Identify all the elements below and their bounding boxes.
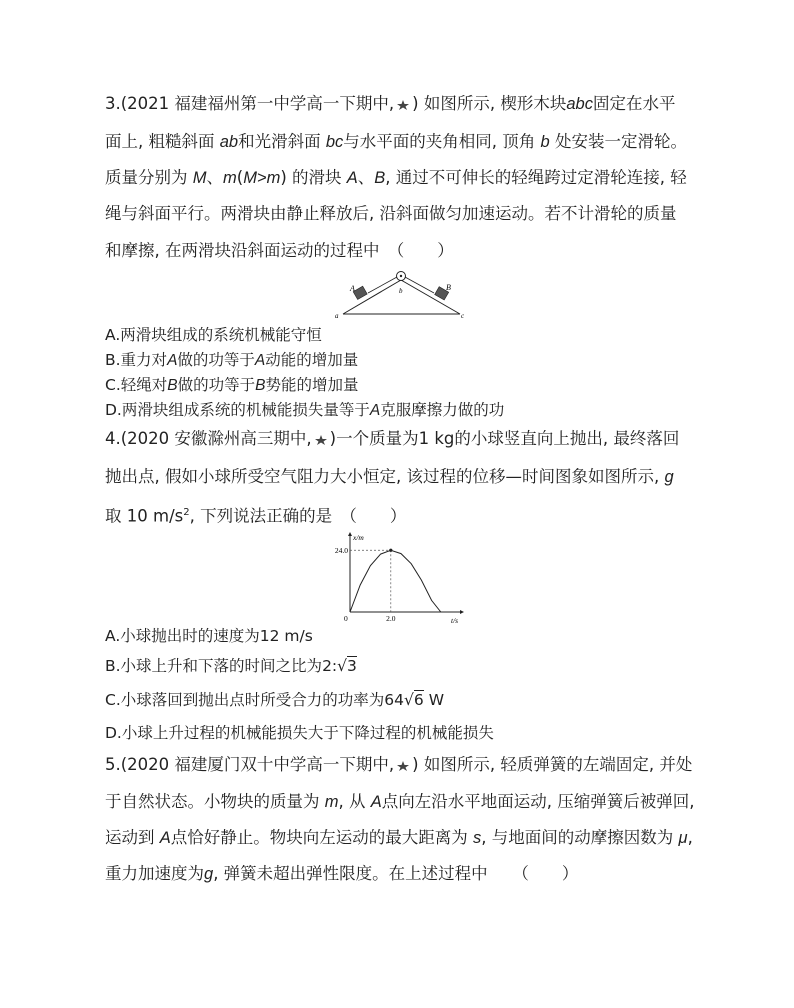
q3-sym-A: A xyxy=(346,169,358,187)
q4-line-2 xyxy=(105,466,674,488)
q3-option-c-text: 势能的增加量 xyxy=(265,376,359,394)
q3-sym-A: A xyxy=(369,402,381,419)
q4-text: 的小球竖直向上抛出, 最终落回 xyxy=(454,429,680,448)
q3-line-3 xyxy=(105,167,687,189)
q4-number: 4. xyxy=(105,429,121,448)
q5-sym-s: s xyxy=(473,829,482,847)
q3-line-1 xyxy=(105,93,675,115)
label-a: a xyxy=(335,312,339,320)
q5-text: 重力加速度为 xyxy=(105,864,204,883)
q3-sym-B: B xyxy=(374,169,386,187)
q3-sym-bc: bc xyxy=(325,133,344,151)
q5-line-2 xyxy=(105,791,695,813)
q3-text: 、 xyxy=(206,168,223,187)
q3-line-4 xyxy=(105,203,677,225)
sqrt-sign: √ xyxy=(337,657,348,675)
difficulty-star-icon xyxy=(394,760,412,772)
q5-text: , 弹簧未超出弹性限度。在上述过程中 （ ） xyxy=(213,864,579,883)
q5-line-3 xyxy=(105,827,693,849)
q4-option-b-radicand: 3 xyxy=(347,657,357,675)
q3-text: 通过不可伸长的轻绳跨过定滑轮连接, 轻 xyxy=(395,168,687,187)
q3-option-b-text: B.重力对 xyxy=(105,351,168,369)
wedge-pulley-figure xyxy=(335,268,475,320)
q3-text: 处安装一定滑轮。 xyxy=(554,132,687,151)
difficulty-star-icon xyxy=(312,434,330,446)
q5-line-1 xyxy=(105,754,692,776)
q3-option-c-text: C.轻绳对 xyxy=(105,376,168,394)
q4-option-c-radicand: 6 xyxy=(413,691,424,709)
q5-line-4 xyxy=(105,863,578,885)
q3-sym-Mm: M>m xyxy=(243,169,281,187)
q4-option-c-unit: W xyxy=(423,691,445,709)
q4-text: , 下列说法正确的是 （ ） xyxy=(189,506,407,526)
y-axis-label: x/m xyxy=(353,533,364,542)
q3-sym-A: A xyxy=(167,352,178,369)
q4-gexp: 2 xyxy=(183,507,190,518)
q3-text: ) 的滑块 xyxy=(280,168,342,187)
y-axis-arrow xyxy=(348,532,352,536)
q5-text: , xyxy=(687,828,693,847)
q3-sym-abc: abc xyxy=(566,95,593,113)
q4-option-C xyxy=(105,690,444,710)
q4-text: 取 xyxy=(105,506,122,526)
q3-sym-B: B xyxy=(167,377,178,394)
q3-text: 和光滑斜面 xyxy=(238,132,321,151)
q3-text: ( xyxy=(236,168,244,187)
q5-source: (2020 福建厦门双十中学高一下期中, xyxy=(120,755,395,774)
q3-sym-m: m xyxy=(223,169,237,187)
q3-text: 固定在水平 xyxy=(592,94,676,113)
q3-text: 与水平面的夹角相同, 顶角 xyxy=(343,132,536,151)
q4-source: (2020 安徽滁州高三期中, xyxy=(120,429,312,448)
difficulty-star-icon xyxy=(394,99,412,111)
label-b: b xyxy=(399,287,403,295)
q4-line-3 xyxy=(105,502,406,528)
q4-text: )一个质量为 xyxy=(329,429,419,448)
q4-mass: 1 kg xyxy=(418,429,455,448)
q5-sym-mu: μ xyxy=(678,829,688,847)
q3-sym-B: B xyxy=(255,377,266,394)
q3-text: 、 xyxy=(357,168,375,187)
q5-text: 运动到 xyxy=(105,828,155,847)
x-tick-label: 2.0 xyxy=(386,614,396,623)
sqrt-sign: √ xyxy=(404,691,414,709)
q4-option-A xyxy=(105,626,313,646)
series-line xyxy=(350,550,441,612)
q3-option-d-text: D.两滑块组成系统的机械能损失量等于 xyxy=(105,401,370,419)
q4-option-a-text: A.小球抛出时的速度为 xyxy=(105,627,260,645)
q5-sym-A: A xyxy=(370,793,382,811)
q3-text: 质量分别为 xyxy=(105,168,188,187)
q5-text: 于自然状态。小物块的质量为 xyxy=(105,792,320,811)
q3-text: 面上, 粗糙斜面 xyxy=(105,132,215,151)
incline-bc xyxy=(401,280,460,314)
q5-text: ) 如图所示, 轻质弹簧的左端固定, 并处 xyxy=(412,755,693,774)
q3-line-5 xyxy=(105,240,454,262)
q3-option-B xyxy=(105,350,358,371)
peak-point xyxy=(389,549,392,552)
q5-sym-A: A xyxy=(159,829,171,847)
q3-option-A xyxy=(105,325,322,345)
label-B: B xyxy=(446,283,451,292)
q3-line-2 xyxy=(105,131,687,153)
q4-gval: 10 m/s xyxy=(126,506,184,526)
q5-text: 点向左沿水平地面运动, 压缩弹簧后被弹回, xyxy=(381,792,695,811)
x-axis-label: t/s xyxy=(451,616,459,625)
q5-text: , 与地面间的动摩擦因数为 xyxy=(481,828,674,847)
q4-sym-g: g xyxy=(664,468,674,486)
q3-option-a-text: A.两滑块组成的系统机械能守恒 xyxy=(105,326,322,344)
q5-text: , 从 xyxy=(338,792,366,811)
q3-source: (2021 福建福州第一中学高一下期中, xyxy=(120,94,395,113)
q3-sym-b: b xyxy=(540,133,550,151)
q4-option-b-value: 2: xyxy=(322,657,338,675)
x-axis-arrow xyxy=(460,610,464,614)
q3-option-c-text: 做的功等于 xyxy=(177,376,256,394)
displacement-time-chart xyxy=(320,532,470,627)
q4-option-c-text: C.小球落回到抛出点时所受合力的功率为 xyxy=(105,691,385,709)
q4-option-c-value: 64 xyxy=(384,691,404,709)
q5-sym-m: m xyxy=(324,793,339,811)
q3-text: 绳与斜面平行。两滑块由静止释放后, 沿斜面做匀加速运动。若不计滑轮的质量 xyxy=(105,204,677,223)
q3-option-D xyxy=(105,400,504,421)
q3-sym-A: A xyxy=(254,352,266,369)
q3-text: 和摩擦, 在两滑块沿斜面运动的过程中 （ ） xyxy=(105,241,454,260)
q3-sym-ab: ab xyxy=(219,133,239,151)
q4-option-D xyxy=(105,723,494,743)
q5-text: 点恰好静止。物块向左运动的最大距离为 xyxy=(170,828,468,847)
y-tick-label: 24.0 xyxy=(334,545,348,555)
q4-option-a-value: 12 m/s xyxy=(259,627,313,645)
q5-number: 5. xyxy=(105,755,121,774)
q3-option-b-text: 做的功等于 xyxy=(177,351,255,369)
q4-option-B xyxy=(105,656,357,676)
q3-sym-M: M xyxy=(192,169,207,187)
q3-text: ) 如图所示, 楔形木块 xyxy=(412,94,567,113)
q3-option-d-text: 克服摩擦力做的功 xyxy=(380,401,505,419)
q4-text: 抛出点, 假如小球所受空气阻力大小恒定, 该过程的位移—时间图象如图所示, xyxy=(105,467,660,486)
origin-label: 0 xyxy=(344,614,348,623)
q3-option-C xyxy=(105,375,358,396)
q3-option-b-text: 动能的增加量 xyxy=(265,351,359,369)
q3-number: 3. xyxy=(105,94,121,113)
q5-sym-g: g xyxy=(204,865,214,883)
q4-option-d-text: D.小球上升过程的机械能损失大于下降过程的机械能损失 xyxy=(105,724,494,742)
label-c: c xyxy=(461,312,465,320)
q4-option-b-text: B.小球上升和下落的时间之比为 xyxy=(105,657,323,675)
q4-line-1 xyxy=(105,428,679,450)
q3-text: , xyxy=(385,168,391,187)
block-A xyxy=(353,286,367,299)
label-A: A xyxy=(350,284,355,293)
